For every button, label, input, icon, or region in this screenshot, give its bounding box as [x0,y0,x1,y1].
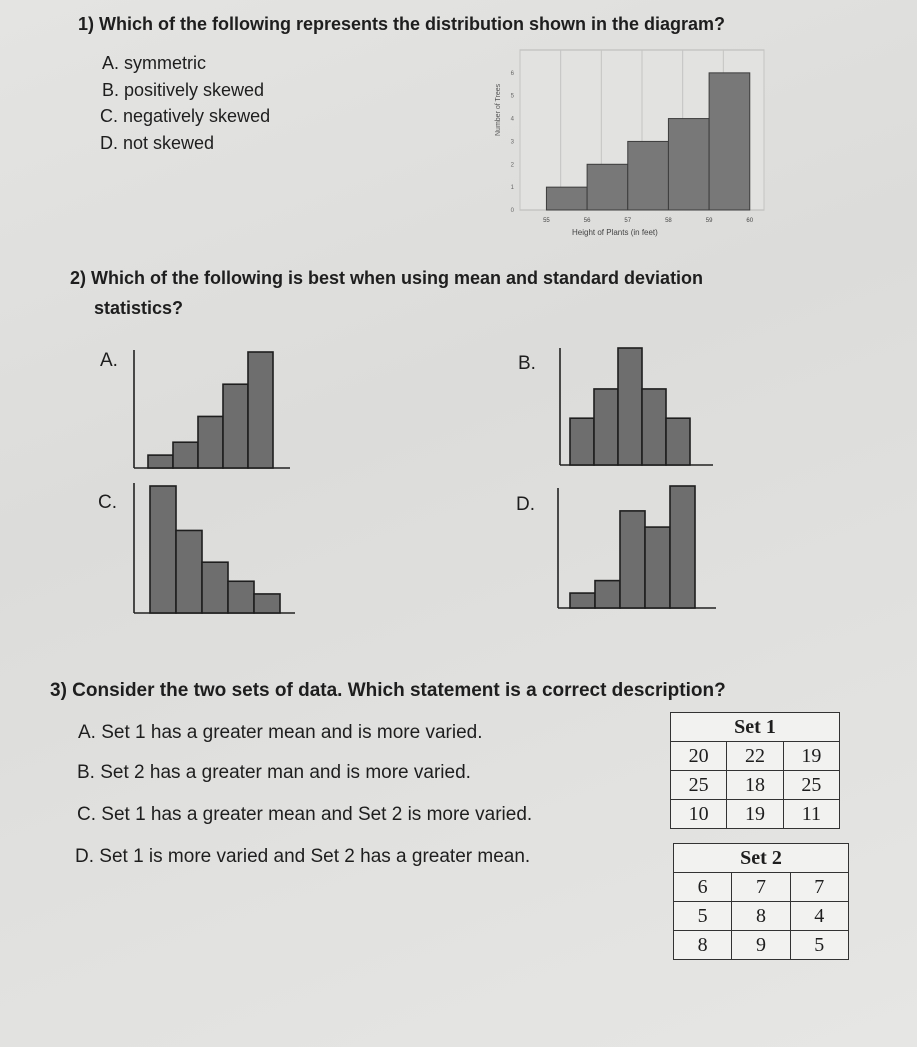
set-1-table [670,712,840,829]
set-2-table [673,843,849,960]
set-2-cell: 5 [790,931,848,960]
set-2-title: Set 2 [674,844,849,873]
question-2-text-line2: statistics? [94,298,184,318]
histogram-bar [595,581,620,608]
set-1-cell: 25 [671,771,727,800]
x-tick-label: 57 [624,218,632,224]
histogram-bar [202,562,228,613]
q2-label-c[interactable]: C. [98,492,117,513]
x-tick-label: 59 [705,218,713,224]
set-2-cell: 4 [790,902,848,931]
histogram-bar [618,348,642,465]
set-2-cell: 7 [790,873,848,902]
histogram-bar [198,416,223,468]
x-tick-label: 58 [665,218,672,224]
set-2-cell: 7 [732,873,790,902]
histogram-bar [228,581,254,613]
x-tick-label: 60 [746,218,754,224]
question-1-histogram [490,45,780,245]
set-2-cell: 5 [674,902,732,931]
y-tick-label: 0 [510,208,514,214]
q3-option-b[interactable]: B. Set 2 has a greater man and is more varied. [77,762,471,783]
set-1-cell: 11 [783,800,839,829]
q2-label-a[interactable]: A. [100,350,118,371]
y-tick-label: 6 [510,70,514,77]
x-axis-label: Height of Plants (in feet) [572,228,658,237]
y-tick-label: 2 [510,162,514,169]
histogram-bar [587,164,628,210]
q1-option-a[interactable]: A. symmetric [102,53,207,73]
set-1-cell: 19 [783,742,839,771]
q3-option-c[interactable]: C. Set 1 has a greater mean and Set 2 is more varied. [77,804,533,825]
set-1-cell: 19 [727,800,783,829]
q2-label-b[interactable]: B. [518,353,536,374]
histogram-bar [668,119,709,210]
histogram-bar [642,389,666,465]
set-2-cell: 6 [674,873,732,902]
y-tick-label: 4 [510,116,514,123]
x-tick-label: 55 [543,218,550,224]
histogram-bar [645,527,670,608]
histogram-bar [148,455,173,468]
question-2-text-line1: 2) Which of the following is best when using mean and standard deviation [70,268,704,288]
histogram-bar [594,389,618,465]
histogram-bar [670,486,695,608]
q3-option-d[interactable]: D. Set 1 is more varied and Set 2 has a greater mean. [75,846,531,867]
q3-option-a[interactable]: A. Set 1 has a greater mean and is more varied. [78,722,483,743]
y-tick-label: 1 [510,185,514,192]
y-axis-label: Number of Trees [495,83,502,136]
set-2-cell: 8 [732,902,790,931]
histogram-bar [620,511,645,608]
set-1-title: Set 1 [671,713,840,742]
histogram-bar [150,486,176,613]
q2-label-d[interactable]: D. [516,494,535,515]
histogram-bar [176,530,202,613]
histogram-bar [709,73,750,210]
histogram-bar [254,594,280,613]
set-1-cell: 25 [783,771,839,800]
histogram-bar [570,418,594,465]
y-tick-label: 5 [510,93,514,100]
histogram-bar [628,141,669,210]
option-b-histogram[interactable] [558,340,718,470]
histogram-bar [173,442,198,468]
option-d-histogram[interactable] [556,478,721,613]
x-tick-label: 56 [583,218,591,224]
y-tick-label: 3 [510,139,514,146]
q1-option-d[interactable]: D. not skewed [100,133,215,153]
set-2-cell: 8 [674,931,732,960]
set-1-cell: 22 [727,742,783,771]
option-a-histogram[interactable] [130,340,300,472]
histogram-bar [570,593,595,608]
histogram-bar [546,187,587,210]
histogram-bar [666,418,690,465]
question-1-text: 1) Which of the following represents the distribution shown in the diagram? [78,14,726,34]
set-1-cell: 18 [727,771,783,800]
q1-option-b[interactable]: B. positively skewed [102,80,265,100]
set-1-cell: 10 [671,800,727,829]
option-c-histogram[interactable] [130,478,300,618]
q1-option-c[interactable]: C. negatively skewed [100,106,271,126]
set-2-cell: 9 [732,931,790,960]
question-3-text: 3) Consider the two sets of data. Which statement is a correct description? [50,680,726,701]
set-1-cell: 20 [671,742,727,771]
histogram-bar [223,384,248,468]
histogram-bar [248,352,273,468]
